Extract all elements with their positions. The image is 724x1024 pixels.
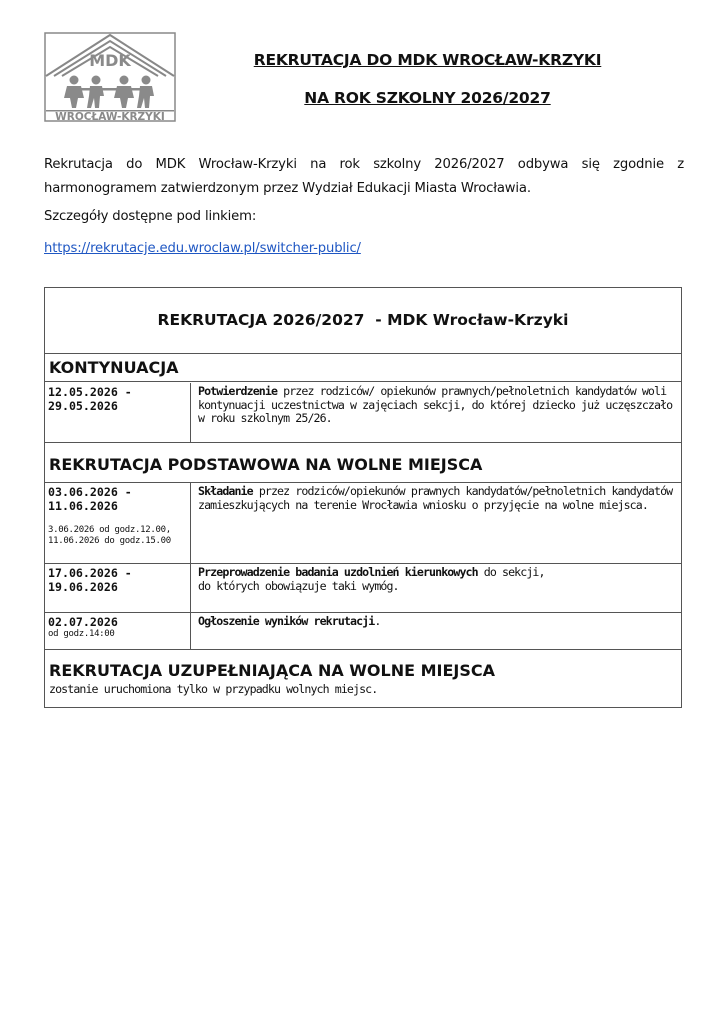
- mdk-logo: [44, 32, 176, 122]
- svg-text:WROCŁAW-KRZYKI: WROCŁAW-KRZYKI: [55, 111, 165, 122]
- intro-paragraph: Rekrutacja do MDK Wrocław-Krzyki na rok szkolny 2026/2027 odbywa się zgodnie z harmonogramem zatwierdzonym przez Wydział Edukacji Miasta Wrocławia.: [44, 157, 684, 196]
- page-title-line-1: REKRUTACJA DO MDK WROCŁAW-KRZYKI: [253, 51, 602, 69]
- supplementary-note: zostanie uruchomiona tylko w przypadku wolnych miejsc.: [49, 682, 378, 696]
- details-label: Szczegóły dostępne pod linkiem:: [44, 209, 257, 224]
- row-date: 02.07.2026 od godz.14:00: [45, 613, 191, 649]
- mdk-logo-graphic: [44, 32, 176, 122]
- row-description: Przeprowadzenie badania uzdolnień kierunkowych do sekcji, do których obowiązuje taki wymóg.: [198, 565, 545, 593]
- schedule-row: [45, 483, 681, 564]
- row-date: 17.06.2026 - 19.06.2026: [45, 564, 191, 612]
- row-date: 12.05.2026 - 29.05.2026: [45, 383, 191, 442]
- schedule-row: [45, 383, 681, 443]
- schedule-row: [45, 564, 681, 613]
- row-date: 03.06.2026 - 11.06.2026 3.06.2026 od godz.12.00, 11.06.2026 do godz.15.00: [45, 483, 191, 563]
- schedule-title: REKRUTACJA 2026/2027 - MDK Wrocław-Krzyki: [45, 288, 681, 354]
- row-description: Potwierdzenie przez rodziców/ opiekunów prawnych/pełnoletnich kandydatów woli kontynuacji uczestnictwa w zajęciach sekcji, do której dziecko już uczęszczało w roku szkolnym 25/26.: [198, 384, 673, 425]
- section-heading-basic: REKRUTACJA PODSTAWOWA NA WOLNE MIEJSCA: [45, 443, 681, 483]
- page-title-line-2: NA ROK SZKOLNY 2026/2027: [304, 89, 551, 107]
- recruitment-link[interactable]: https://rekrutacje.edu.wroclaw.pl/switcher-public/: [44, 241, 361, 256]
- section-heading-supplementary: REKRUTACJA UZUPEŁNIAJĄCA NA WOLNE MIEJSCA: [49, 661, 496, 680]
- row-description: Ogłoszenie wyników rekrutacji.: [198, 614, 381, 628]
- section-heading-continuation: KONTYNUACJA: [45, 354, 681, 382]
- row-description: Składanie przez rodziców/opiekunów prawnych kandydatów/pełnoletnich kandydatów zamieszkujących na terenie Wrocławia wniosku o przyjęcie na wolne miejsca.: [198, 484, 673, 512]
- schedule-table: [44, 287, 682, 708]
- row-time-note: 3.06.2026 od godz.12.00, 11.06.2026 do godz.15.00: [48, 525, 171, 546]
- row-time-note: od godz.14:00: [48, 629, 115, 639]
- svg-text:MDK: MDK: [89, 51, 131, 70]
- schedule-row: [45, 613, 681, 650]
